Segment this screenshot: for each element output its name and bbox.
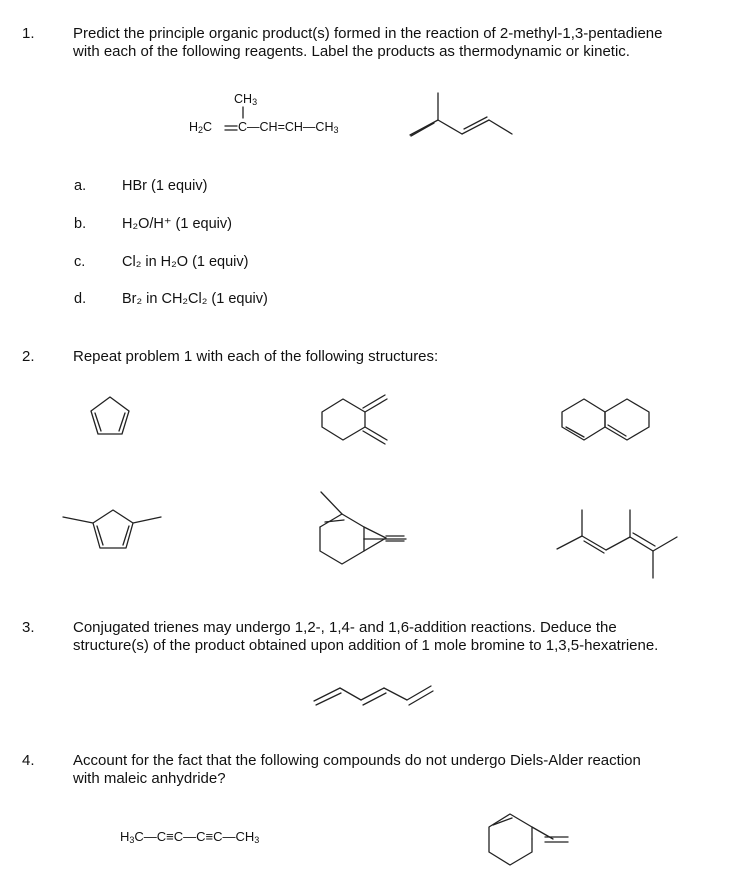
reagent-d-letter: d. — [74, 291, 87, 307]
question-4-line-2: with maleic anhydride? — [73, 770, 226, 787]
question-2-text: Repeat problem 1 with each of the following structures: — [73, 348, 439, 365]
reagent-b-text: H₂O/H⁺ (1 equiv) — [122, 216, 232, 232]
question-1-line-2: with each of the following reagents. Label the products as thermodynamic or kinetic. — [73, 43, 630, 60]
question-2-number: 2. — [22, 348, 35, 365]
question-4-line-1: Account for the fact that the following compounds do not undergo Diels-Alder reaction — [73, 752, 641, 769]
question-3-line-1: Conjugated trienes may undergo 1,2-, 1,4- and 1,6-addition reactions. Deduce the — [73, 619, 617, 636]
diyne-formula: H3C—C≡C—C≡C—CH3 — [120, 829, 260, 845]
reagent-a-letter: a. — [74, 178, 87, 194]
reagent-c-letter: c. — [74, 254, 86, 270]
question-3-number: 3. — [22, 619, 35, 636]
question-4-number: 4. — [22, 752, 35, 769]
reagent-b-letter: b. — [74, 216, 87, 232]
q1-chain: C—CH=CH—CH3 — [238, 120, 339, 135]
q1-h2c: H2C — [189, 120, 213, 135]
reagent-c-text: Cl₂ in H₂O (1 equiv) — [122, 254, 249, 270]
q1-ch3-top: CH3 — [234, 92, 258, 107]
question-1-line-1: Predict the principle organic product(s) formed in the reaction of 2-methyl-1,3-pentadiene — [73, 25, 663, 42]
reagent-d-text: Br₂ in CH₂Cl₂ (1 equiv) — [122, 291, 268, 307]
question-1-number: 1. — [22, 25, 35, 42]
reagent-a-text: HBr (1 equiv) — [122, 178, 208, 194]
question-3-line-2: structure(s) of the product obtained upon addition of 1 mole bromine to 1,3,5-hexatriene. — [73, 637, 659, 654]
